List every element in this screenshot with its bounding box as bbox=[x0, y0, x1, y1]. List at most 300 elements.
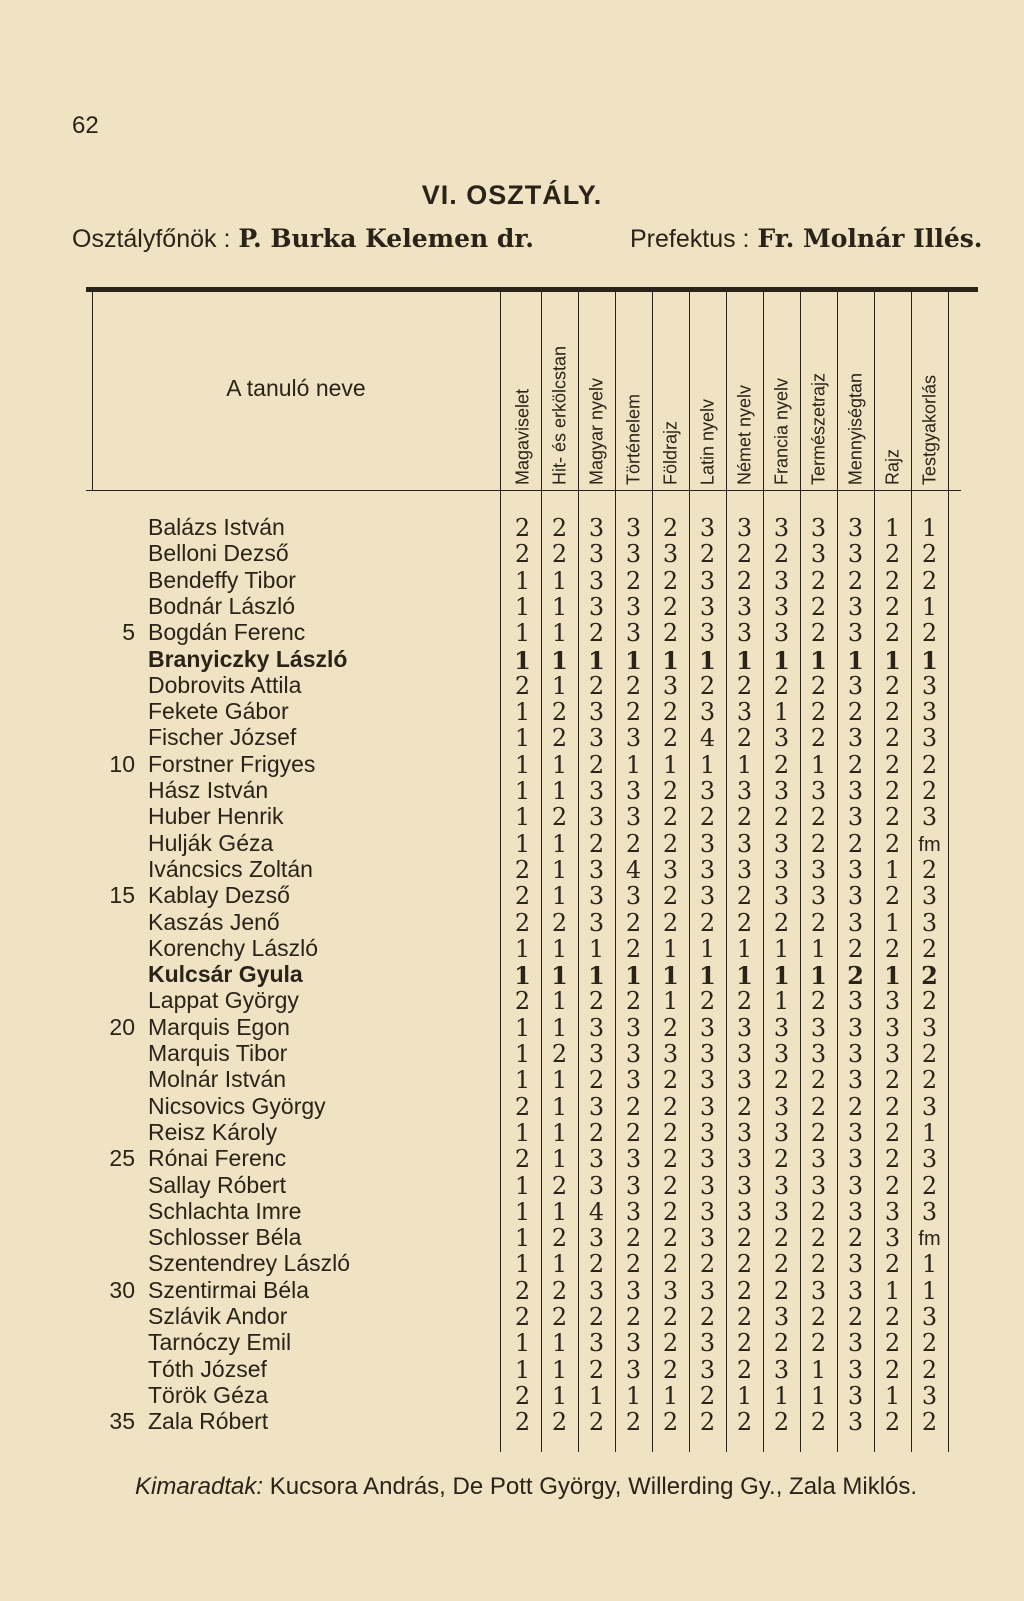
grade-cell: 3 bbox=[699, 567, 716, 595]
grade-cell: 3 bbox=[847, 1382, 864, 1410]
grade-cell: 1 bbox=[551, 830, 568, 858]
grade-cell: 2 bbox=[514, 672, 531, 700]
grade-cell: 2 bbox=[588, 1356, 605, 1384]
table-row bbox=[0, 565, 1024, 595]
table-row bbox=[0, 1196, 1024, 1226]
grade-cell: 3 bbox=[810, 856, 827, 884]
subject-header bbox=[504, 300, 541, 485]
grade-cell: 3 bbox=[699, 1329, 716, 1357]
grade-cell: 2 bbox=[847, 1093, 864, 1121]
table-row bbox=[0, 1117, 1024, 1147]
grade-cell: 1 bbox=[662, 961, 679, 990]
grade-cell: 3 bbox=[588, 1093, 605, 1121]
grade-cell: 3 bbox=[625, 1014, 642, 1042]
grade-cell: 1 bbox=[551, 567, 568, 595]
grade-cell: 1 bbox=[588, 1382, 605, 1410]
grade-cell: 2 bbox=[514, 1408, 531, 1436]
grade-cell: 3 bbox=[847, 593, 864, 621]
subject-label: Rajz bbox=[882, 448, 902, 485]
grade-cell: 2 bbox=[662, 514, 679, 542]
grade-cell: 3 bbox=[662, 540, 679, 568]
grade-cell: 2 bbox=[884, 1303, 901, 1331]
grade-cell: 2 bbox=[884, 830, 901, 858]
footer-note bbox=[135, 1473, 917, 1501]
grade-cell: 2 bbox=[588, 987, 605, 1015]
subject-label: Hit- és erkölcstan bbox=[549, 345, 569, 485]
student-name: Schlachta Imre bbox=[148, 1198, 302, 1224]
grade-cell: 3 bbox=[847, 777, 864, 805]
grade-cell: 3 bbox=[588, 1172, 605, 1200]
grade-cell: 2 bbox=[884, 1356, 901, 1384]
table-row bbox=[0, 722, 1024, 752]
form-master-name: P. Burka Kelemen dr. bbox=[238, 224, 534, 253]
grade-cell: 2 bbox=[773, 1224, 790, 1252]
grade-cell: 3 bbox=[921, 882, 938, 910]
grade-cell: 3 bbox=[847, 1250, 864, 1278]
grade-cell: 3 bbox=[773, 619, 790, 647]
student-name: Zala Róbert bbox=[148, 1408, 269, 1434]
grade-cell: 3 bbox=[847, 514, 864, 542]
table-row bbox=[0, 1143, 1024, 1173]
grade-cell: 2 bbox=[662, 1356, 679, 1384]
grade-cell: 2 bbox=[662, 1014, 679, 1042]
grade-cell: 2 bbox=[514, 856, 531, 884]
row-number: 30 bbox=[109, 1277, 135, 1303]
grade-cell: 3 bbox=[588, 593, 605, 621]
grade-cell: 3 bbox=[773, 1119, 790, 1147]
grade-cell: 3 bbox=[736, 856, 753, 884]
grade-cell: 3 bbox=[884, 1040, 901, 1068]
grade-cell: 1 bbox=[921, 646, 938, 675]
grade-cell: 3 bbox=[773, 882, 790, 910]
grade-cell: 1 bbox=[662, 1382, 679, 1410]
grade-cell: 1 bbox=[773, 1382, 790, 1410]
grade-cell: 3 bbox=[773, 777, 790, 805]
footer-text: Kucsora András, De Pott György, Willerding Gy., Zala Miklós. bbox=[269, 1473, 918, 1500]
grade-cell: 2 bbox=[514, 987, 531, 1015]
grade-cell: 3 bbox=[847, 1172, 864, 1200]
grade-cell: 3 bbox=[773, 1356, 790, 1384]
student-name: Lappat György bbox=[148, 987, 299, 1013]
prefect-line bbox=[630, 224, 983, 254]
grade-cell: 1 bbox=[514, 619, 531, 647]
grade-cell: 2 bbox=[736, 1224, 753, 1252]
grade-cell: 2 bbox=[884, 1119, 901, 1147]
grade-cell: 1 bbox=[514, 567, 531, 595]
grade-cell: 2 bbox=[625, 1224, 642, 1252]
grade-cell: 3 bbox=[662, 672, 679, 700]
grade-cell: 3 bbox=[736, 1172, 753, 1200]
grade-cell: 2 bbox=[847, 935, 864, 963]
grade-cell: 3 bbox=[921, 1145, 938, 1173]
grade-cell: 2 bbox=[810, 830, 827, 858]
grade-cell: 1 bbox=[588, 646, 605, 675]
grade-cell: 2 bbox=[884, 593, 901, 621]
table-row bbox=[0, 670, 1024, 700]
grade-cell: 1 bbox=[847, 646, 864, 675]
grade-cell: 2 bbox=[699, 1303, 716, 1331]
grade-cell: 3 bbox=[847, 1014, 864, 1042]
page-title: VI. OSZTÁLY. bbox=[421, 180, 603, 210]
grade-cell: 3 bbox=[773, 1172, 790, 1200]
grade-cell: 3 bbox=[884, 1224, 901, 1252]
grade-cell: 2 bbox=[588, 1119, 605, 1147]
grade-cell: 3 bbox=[699, 856, 716, 884]
grade-cell: 2 bbox=[588, 1066, 605, 1094]
grade-cell: 2 bbox=[514, 540, 531, 568]
grade-cell: 3 bbox=[662, 1277, 679, 1305]
grade-cell: 2 bbox=[514, 1145, 531, 1173]
grade-cell: 2 bbox=[551, 1303, 568, 1331]
grade-cell: 3 bbox=[810, 1040, 827, 1068]
grade-cell: 3 bbox=[847, 987, 864, 1015]
grade-cell: 2 bbox=[662, 724, 679, 752]
grade-cell: 3 bbox=[773, 567, 790, 595]
grade-cell: 3 bbox=[625, 1356, 642, 1384]
grade-cell: 3 bbox=[588, 724, 605, 752]
grade-cell: 2 bbox=[588, 751, 605, 779]
grade-cell: 1 bbox=[551, 1356, 568, 1384]
grade-cell: 1 bbox=[884, 856, 901, 884]
grade-cell: 3 bbox=[699, 619, 716, 647]
student-name: Rónai Ferenc bbox=[148, 1145, 287, 1171]
grade-cell: 3 bbox=[847, 619, 864, 647]
grade-cell: 3 bbox=[699, 698, 716, 726]
subject-header bbox=[652, 300, 689, 485]
table-top-rule bbox=[86, 287, 978, 292]
grade-cell: 1 bbox=[514, 646, 531, 675]
table-row bbox=[0, 1064, 1024, 1094]
grade-cell: 2 bbox=[625, 567, 642, 595]
grade-cell: 1 bbox=[551, 1066, 568, 1094]
student-name: Balázs István bbox=[148, 514, 285, 540]
table-row bbox=[0, 591, 1024, 621]
grade-cell: 2 bbox=[921, 1172, 938, 1200]
grade-cell: 2 bbox=[588, 619, 605, 647]
table-row bbox=[0, 1170, 1024, 1200]
grade-cell: 1 bbox=[551, 751, 568, 779]
student-name: Fekete Gábor bbox=[148, 698, 289, 724]
student-name: Kablay Dezső bbox=[148, 882, 290, 908]
grade-cell: 1 bbox=[810, 961, 827, 990]
grade-cell: 3 bbox=[736, 1066, 753, 1094]
row-number: 25 bbox=[109, 1145, 135, 1171]
grade-cell: 3 bbox=[847, 803, 864, 831]
grade-cell: 3 bbox=[810, 540, 827, 568]
grade-cell: 3 bbox=[625, 724, 642, 752]
grade-cell: 3 bbox=[921, 724, 938, 752]
grade-cell: 2 bbox=[921, 619, 938, 647]
grade-cell: 2 bbox=[810, 1119, 827, 1147]
grade-cell: 2 bbox=[810, 593, 827, 621]
grade-cell: 2 bbox=[662, 698, 679, 726]
grade-cell: 3 bbox=[625, 803, 642, 831]
column-divider bbox=[92, 292, 93, 490]
grade-cell: 2 bbox=[514, 909, 531, 937]
grade-cell: 1 bbox=[625, 1382, 642, 1410]
grade-cell: 3 bbox=[847, 540, 864, 568]
grade-cell: 3 bbox=[588, 1145, 605, 1173]
grade-cell: 2 bbox=[736, 803, 753, 831]
student-name: Belloni Dezső bbox=[148, 540, 289, 566]
grade-cell: 1 bbox=[736, 935, 753, 963]
grade-cell: 3 bbox=[699, 1224, 716, 1252]
grade-cell: 3 bbox=[625, 1329, 642, 1357]
grade-cell: 3 bbox=[699, 1066, 716, 1094]
grade-cell: 3 bbox=[884, 1198, 901, 1226]
grade-cell: 3 bbox=[847, 1356, 864, 1384]
grade-cell: 3 bbox=[588, 1014, 605, 1042]
student-name: Iváncsics Zoltán bbox=[148, 856, 313, 882]
grade-cell: 3 bbox=[699, 882, 716, 910]
table-row bbox=[0, 1406, 1024, 1436]
grade-cell: 3 bbox=[773, 1198, 790, 1226]
grade-cell: 2 bbox=[847, 751, 864, 779]
grade-cell: 2 bbox=[736, 882, 753, 910]
grade-cell: 1 bbox=[551, 935, 568, 963]
grade-cell: 2 bbox=[847, 830, 864, 858]
grade-cell: 1 bbox=[551, 646, 568, 675]
table-row bbox=[0, 1327, 1024, 1357]
grade-cell: 2 bbox=[699, 987, 716, 1015]
student-name: Nicsovics György bbox=[148, 1093, 326, 1119]
grade-cell: 2 bbox=[736, 987, 753, 1015]
grade-cell: 1 bbox=[810, 1382, 827, 1410]
table-row bbox=[0, 1354, 1024, 1384]
grade-cell: 2 bbox=[921, 987, 938, 1015]
grade-cell: 3 bbox=[921, 1014, 938, 1042]
grade-cell: 2 bbox=[921, 567, 938, 595]
grade-cell: 3 bbox=[588, 1040, 605, 1068]
grade-cell: 3 bbox=[699, 593, 716, 621]
grade-cell: 3 bbox=[773, 856, 790, 884]
subject-label: Történelem bbox=[623, 393, 643, 485]
grade-cell: 2 bbox=[588, 1303, 605, 1331]
student-name: Forstner Frigyes bbox=[148, 751, 316, 777]
table-row bbox=[0, 801, 1024, 831]
grade-cell: 1 bbox=[773, 646, 790, 675]
table-row bbox=[0, 749, 1024, 779]
table-row bbox=[0, 933, 1024, 963]
grade-cell: 2 bbox=[699, 1382, 716, 1410]
grade-cell: 2 bbox=[662, 1224, 679, 1252]
grade-cell: 1 bbox=[514, 830, 531, 858]
grade-cell: 1 bbox=[699, 751, 716, 779]
student-name: Szentendrey László bbox=[148, 1250, 351, 1276]
grade-cell: 3 bbox=[625, 1066, 642, 1094]
grade-cell: 1 bbox=[551, 1329, 568, 1357]
grade-cell: 4 bbox=[699, 724, 716, 752]
grade-cell: 3 bbox=[847, 856, 864, 884]
grade-cell: 2 bbox=[736, 1303, 753, 1331]
grade-cell: 3 bbox=[625, 1145, 642, 1173]
grade-cell: 3 bbox=[699, 777, 716, 805]
grade-cell: 3 bbox=[810, 777, 827, 805]
grade-cell: 2 bbox=[773, 803, 790, 831]
grade-cell: 2 bbox=[736, 567, 753, 595]
grade-cell: 2 bbox=[514, 1382, 531, 1410]
grade-cell: 3 bbox=[773, 1303, 790, 1331]
table-row bbox=[0, 775, 1024, 805]
grade-cell: 1 bbox=[921, 1119, 938, 1147]
student-name: Reisz Károly bbox=[148, 1119, 278, 1145]
grade-cell: 2 bbox=[625, 1303, 642, 1331]
grade-cell: 3 bbox=[625, 1277, 642, 1305]
grade-cell: 3 bbox=[847, 1329, 864, 1357]
grade-cell: 3 bbox=[921, 1198, 938, 1226]
grade-cell: 2 bbox=[625, 1119, 642, 1147]
subject-label: Magyar nyelv bbox=[586, 377, 606, 485]
row-number: 20 bbox=[109, 1014, 135, 1040]
grade-cell: 2 bbox=[662, 882, 679, 910]
subject-header bbox=[615, 300, 652, 485]
grade-cell: 1 bbox=[514, 935, 531, 963]
grade-cell: 1 bbox=[514, 751, 531, 779]
grade-cell: 1 bbox=[514, 1066, 531, 1094]
grade-cell: 2 bbox=[625, 1093, 642, 1121]
grade-cell: 2 bbox=[810, 1198, 827, 1226]
grade-cell: 3 bbox=[699, 1014, 716, 1042]
grade-cell: 2 bbox=[884, 672, 901, 700]
grade-cell: 3 bbox=[625, 777, 642, 805]
grade-cell: 2 bbox=[625, 698, 642, 726]
table-row bbox=[0, 1038, 1024, 1068]
grade-cell: 3 bbox=[921, 1093, 938, 1121]
grade-cell: 1 bbox=[625, 751, 642, 779]
grade-cell: 3 bbox=[773, 514, 790, 542]
grade-cell: 2 bbox=[699, 803, 716, 831]
table-row bbox=[0, 617, 1024, 647]
grade-cell: 2 bbox=[847, 961, 864, 990]
grade-cell: 3 bbox=[625, 1198, 642, 1226]
table-header-rule bbox=[86, 490, 961, 491]
grade-cell: 2 bbox=[921, 1408, 938, 1436]
grade-cell: 1 bbox=[625, 961, 642, 990]
grade-cell: 2 bbox=[773, 1408, 790, 1436]
prefect-name: Fr. Molnár Illés. bbox=[757, 224, 983, 253]
grade-cell: 3 bbox=[773, 1093, 790, 1121]
grade-cell: 3 bbox=[588, 514, 605, 542]
grade-cell: 1 bbox=[736, 1382, 753, 1410]
grade-cell: 2 bbox=[662, 1329, 679, 1357]
table-row bbox=[0, 696, 1024, 726]
subject-header bbox=[911, 300, 948, 485]
grade-cell: 2 bbox=[810, 1303, 827, 1331]
student-name: Bodnár László bbox=[148, 593, 296, 619]
table-row bbox=[0, 880, 1024, 910]
grade-cell: 2 bbox=[551, 698, 568, 726]
grade-cell: 2 bbox=[810, 909, 827, 937]
grade-cell: 1 bbox=[514, 1014, 531, 1042]
grade-cell: 3 bbox=[699, 1093, 716, 1121]
subject-header bbox=[541, 300, 578, 485]
grade-cell: 3 bbox=[773, 1014, 790, 1042]
table-row bbox=[0, 538, 1024, 568]
grade-cell: 2 bbox=[625, 672, 642, 700]
name-column-header: A tanuló neve bbox=[226, 375, 366, 401]
table-row bbox=[0, 1091, 1024, 1121]
grade-cell: 2 bbox=[884, 724, 901, 752]
grade-cell: 2 bbox=[884, 619, 901, 647]
subject-header bbox=[874, 300, 911, 485]
grade-cell: 1 bbox=[884, 961, 901, 990]
grade-cell: 3 bbox=[736, 698, 753, 726]
table-row bbox=[0, 512, 1024, 542]
grade-cell: 1 bbox=[884, 1382, 901, 1410]
grade-cell: 2 bbox=[662, 1066, 679, 1094]
table-row bbox=[0, 985, 1024, 1015]
grade-cell: 2 bbox=[884, 540, 901, 568]
grade-cell: 3 bbox=[847, 1408, 864, 1436]
grade-cell: 1 bbox=[514, 1172, 531, 1200]
grade-cell: 2 bbox=[736, 540, 753, 568]
grade-cell: 2 bbox=[662, 777, 679, 805]
grade-cell: 1 bbox=[736, 646, 753, 675]
grade-cell: 1 bbox=[514, 724, 531, 752]
grade-cell: fm bbox=[918, 834, 941, 856]
grade-cell: 2 bbox=[884, 1250, 901, 1278]
grade-cell: 2 bbox=[662, 1198, 679, 1226]
grade-cell: 2 bbox=[810, 619, 827, 647]
grade-cell: 2 bbox=[773, 1277, 790, 1305]
student-name: Sallay Róbert bbox=[148, 1172, 287, 1198]
grade-cell: 1 bbox=[514, 698, 531, 726]
grade-cell: 3 bbox=[736, 1119, 753, 1147]
grade-cell: 2 bbox=[699, 1408, 716, 1436]
table-row bbox=[0, 1012, 1024, 1042]
subject-header bbox=[763, 300, 800, 485]
grade-cell: 1 bbox=[921, 593, 938, 621]
student-name: Kulcsár Gyula bbox=[148, 961, 303, 987]
grade-cell: 2 bbox=[662, 1172, 679, 1200]
grade-cell: 3 bbox=[773, 724, 790, 752]
grade-cell: 1 bbox=[551, 856, 568, 884]
grade-cell: 3 bbox=[847, 672, 864, 700]
grade-cell: 2 bbox=[921, 856, 938, 884]
grade-cell: 3 bbox=[588, 856, 605, 884]
grade-cell: 1 bbox=[551, 619, 568, 647]
grade-cell: 2 bbox=[736, 1408, 753, 1436]
grade-cell: 1 bbox=[514, 1198, 531, 1226]
table-row bbox=[0, 1222, 1024, 1252]
grade-cell: 2 bbox=[736, 1093, 753, 1121]
grade-cell: 3 bbox=[625, 593, 642, 621]
student-name: Dobrovits Attila bbox=[148, 672, 302, 698]
grade-cell: 3 bbox=[588, 1329, 605, 1357]
grade-cell: 1 bbox=[551, 777, 568, 805]
grade-cell: 1 bbox=[662, 987, 679, 1015]
grade-cell: 2 bbox=[699, 909, 716, 937]
grade-cell: 1 bbox=[736, 751, 753, 779]
grade-cell: 4 bbox=[588, 1198, 605, 1226]
footer-label: Kimaradtak: bbox=[135, 1473, 264, 1500]
grade-cell: 2 bbox=[921, 751, 938, 779]
grade-cell: 3 bbox=[773, 593, 790, 621]
grade-cell: 3 bbox=[810, 514, 827, 542]
grade-cell: 2 bbox=[884, 751, 901, 779]
grade-cell: 1 bbox=[514, 593, 531, 621]
grade-cell: 2 bbox=[736, 909, 753, 937]
grade-cell: 2 bbox=[699, 1250, 716, 1278]
subject-label: Német nyelv bbox=[734, 384, 754, 485]
grade-cell: 3 bbox=[736, 830, 753, 858]
grade-cell: 1 bbox=[514, 1119, 531, 1147]
grade-cell: 1 bbox=[551, 672, 568, 700]
grade-cell: 2 bbox=[551, 514, 568, 542]
grade-cell: 1 bbox=[551, 961, 568, 990]
form-master-label: Osztályfőnök : bbox=[72, 225, 231, 253]
student-name: Branyiczky László bbox=[148, 646, 348, 672]
